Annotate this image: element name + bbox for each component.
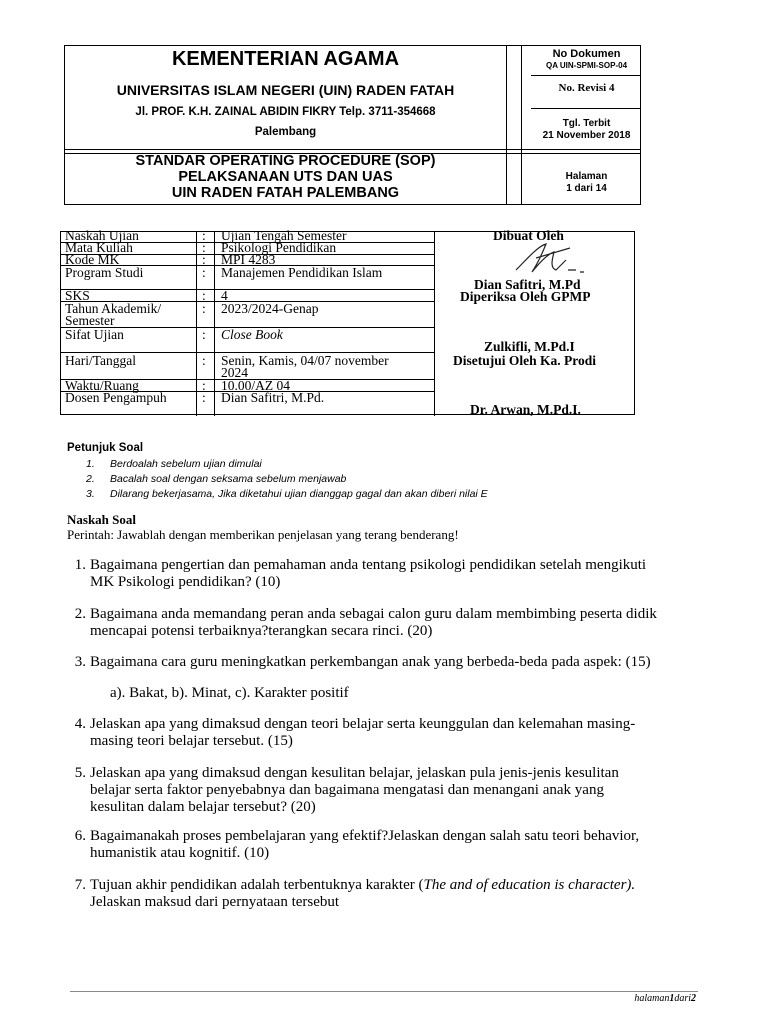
issue-date-label: Tgl. Terbit [562,118,611,129]
doc-number-value: QA UIN-SPMI-SOP-04 [545,61,628,70]
instructions-list [86,457,488,502]
issue-date-value: 21 November 2018 [542,130,631,141]
checked-by-name: Zulkifli, M.Pd.I [484,339,575,354]
revision-number: No. Revisi 4 [558,82,615,94]
exam-command: Perintah: Jawablah dengan memberikan penjelasan yang terang benderang! [67,527,459,542]
approved-by-label: Disetujui Oleh Ka. Prodi [453,353,597,368]
footer-divider [70,991,698,992]
university-name: UNIVERSITAS ISLAM NEGERI (UIN) RADEN FATAH [116,82,455,98]
question-item: 6. Bagaimanakah proses pembelajaran yang efektif?Jelaskan dengan salah satu teori behavior, humanistik atau kognitif. (10) [74,828,640,861]
university-address: Jl. PROF. K.H. ZAINAL ABIDIN FIKRY Telp. 3711-354668 [135,106,436,118]
question-item: 1. Bagaimana pengertian dan pemahaman anda tentang psikologi pendidikan setelah mengikuti MK Psikologi pendidikan? (10) [74,557,647,590]
question-item: 4. Jelaskan apa yang dimaksud dengan teori belajar serta keunggulan dan kelemahan masing- masing teori belajar tersebut. (15) [74,716,636,749]
instructions-title: Petunjuk Soal [67,442,144,454]
exam-info-table: Naskah Ujian : Ujian Tengah Semester Mata Kuliah : Psikologi Pendidikan Kode MK : MPI 4283 Program Studi : Manajemen Pendidikan Islam SKS : 4 Tahun Akademik/ Semester : 2023/2024-Genap Sifat Ujian : Close Book Hari/Tanggal : Senin, Kamis, 04/07 november 2024 Waktu/Ruang : 10.00/AZ 04 Dosen Pengampuh : Dian Safitri, M.Pd. Dibuat Oleh Dian Safitri, M.Pd Diperiksa Oleh GPMP Zulkifli, M.Pd.I Disetujui Oleh Ka. Prodi Dr. Arwan, M.Pd.I. [60,231,635,415]
checked-by-label: Diperiksa Oleh GPMP [460,289,591,304]
exam-title: Naskah Soal [67,512,136,527]
doc-number-label: No Dokumen [552,48,621,60]
approved-by-name: Dr. Arwan, M.Pd.I. [470,402,581,417]
question-item: 2. Bagaimana anda memandang peran anda sebagai calon guru dalam membimbing peserta didik mencapai potensi terbaiknya?terangkan secara rinci. (20) [74,606,657,639]
made-by-label: Dibuat Oleh [493,228,564,243]
question-item: 5. Jelaskan apa yang dimaksud dengan kesulitan belajar, jelaskan pula jenis-jenis kesulitan belajar serta faktor penyebabnya dan bagaimana mengatasi dan menangani anak yang kesulitan dalam belajar tersebut? (20) [74,765,619,815]
ministry-title: KEMENTERIAN AGAMA [171,48,400,70]
instruction-item: 3. Dilarang bekerjasama, Jika diketahui ujian dianggap gagal dan akan diberi nilai E [86,488,488,500]
sop-title: STANDAR OPERATING PROCEDURE (SOP) PELAKSANAAN UTS DAN UAS UIN RADEN FATAH PALEMBANG [135,153,436,201]
question-item: 7. Tujuan akhir pendidikan adalah terbentuknya karakter (The and of education is character). Jelaskan maksud dari pernyataan tersebut [74,877,636,910]
sop-header [64,45,641,205]
question-item: 3. Bagaimana cara guru meningkatkan perkembangan anak yang berbeda-beda pada aspek: (15) a). Bakat, b). Minat, c). Karakter positif [74,654,651,701]
made-by-name: Dian Safitri, M.Pd [474,277,581,292]
signature-image [506,240,596,280]
page-info: Halaman 1 dari 14 [565,171,608,194]
footer-page-number: halaman1dari2 [634,993,696,1004]
instruction-item: 2. Bacalah soal dengan seksama sebelum menjawab [86,473,347,485]
university-city: Palembang [254,126,317,138]
instruction-item: 1. Berdoalah sebelum ujian dimulai [86,458,262,470]
